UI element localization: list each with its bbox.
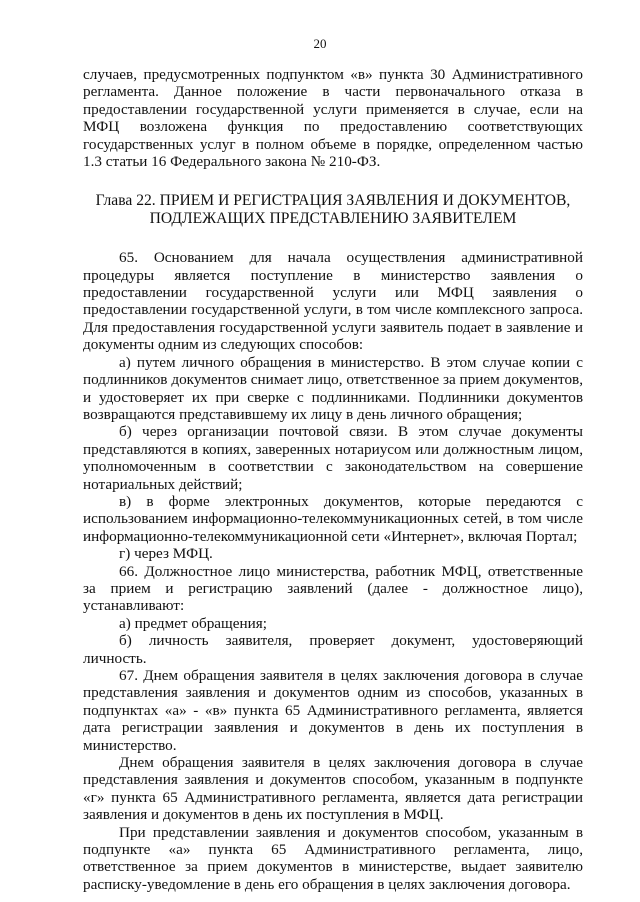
list-item-b: б) через организации почтовой связи. В этом случае документы представляются в копиях, заверенных нотариусом или должностным лицом, уполномоченным в соответствии с законодательством на совершение нотариальных действий; [83,423,583,493]
paragraph-67: 67. Днем обращения заявителя в целях заключения договора в случае представления заявления и документов одним из способов, указанных в подпунктах «а» - «в» пункта 65 Административного регламента, является дата регистрации заявления и документов в день их поступления в министерство. [83,667,583,754]
chapter-heading: Глава 22. ПРИЕМ И РЕГИСТРАЦИЯ ЗАЯВЛЕНИЯ И ДОКУМЕНТОВ, ПОДЛЕЖАЩИХ ПРЕДСТАВЛЕНИЮ ЗАЯВИТЕЛЕМ [95,192,571,227]
list-item-66-a: а) предмет обращения; [119,614,267,632]
list-item-a: а) путем личного обращения в министерство. В этом случае копии с подлинников документов снимает лицо, ответственное за прием документов, и удостоверяет их при сверке с подлинниками. Подлинники документов возвращаются представившему их лицу в день личного обращения; [83,353,583,423]
list-item-66-b: б) личность заявителя, проверяет документ, удостоверяющий личность. [83,632,583,667]
paragraph-continuation: случаев, предусмотренных подпунктом «в» пункта 30 Административного регламента. Данное положение в части первоначального отказа в предоставлении государственной услуги применяется в случае, если на МФЦ возложена функция по предоставлению соответствующих государственных услуг в полном объеме в порядке, определенном частью 1.3 статьи 16 Федерального закона № 210-ФЗ. [83,66,583,171]
document-body [83,66,583,893]
paragraph-67-third: При представлении заявления и документов способом, указанным в подпункте «а» пункта 65 Административного регламента, лицо, ответственное за прием документов в министерстве, выдает заявителю расписку-уведомление в день его обращения в целях заключения договора. [83,823,583,893]
paragraph-65: 65. Основанием для начала осуществления административной процедуры является поступление в министерство заявления о предоставлении государственной услуги или МФЦ заявления о предоставлении государственной услуги, в том числе комплексного запроса. Для предоставления государственной услуги заявитель подает в заявление и документы одним из следующих способов: [83,249,583,354]
page-number: 20 [313,36,327,51]
list-item-g: г) через МФЦ. [119,545,213,563]
paragraph-67-second: Днем обращения заявителя в целях заключения договора в случае представления заявления и документов способом, указанным в подпункте «г» пункта 65 Административного регламента, является дата регистрации заявления и документов в день их поступления в МФЦ. [83,754,583,824]
paragraph-66: 66. Должностное лицо министерства, работник МФЦ, ответственные за прием и регистрацию заявлений (далее - должностное лицо), устанавливают: [83,562,583,615]
list-item-v: в) в форме электронных документов, которые передаются с использованием информационно-телекоммуникационных сетей, в том числе информационно-телекоммуникационной сети «Интернет», включая Портал; [83,492,583,545]
